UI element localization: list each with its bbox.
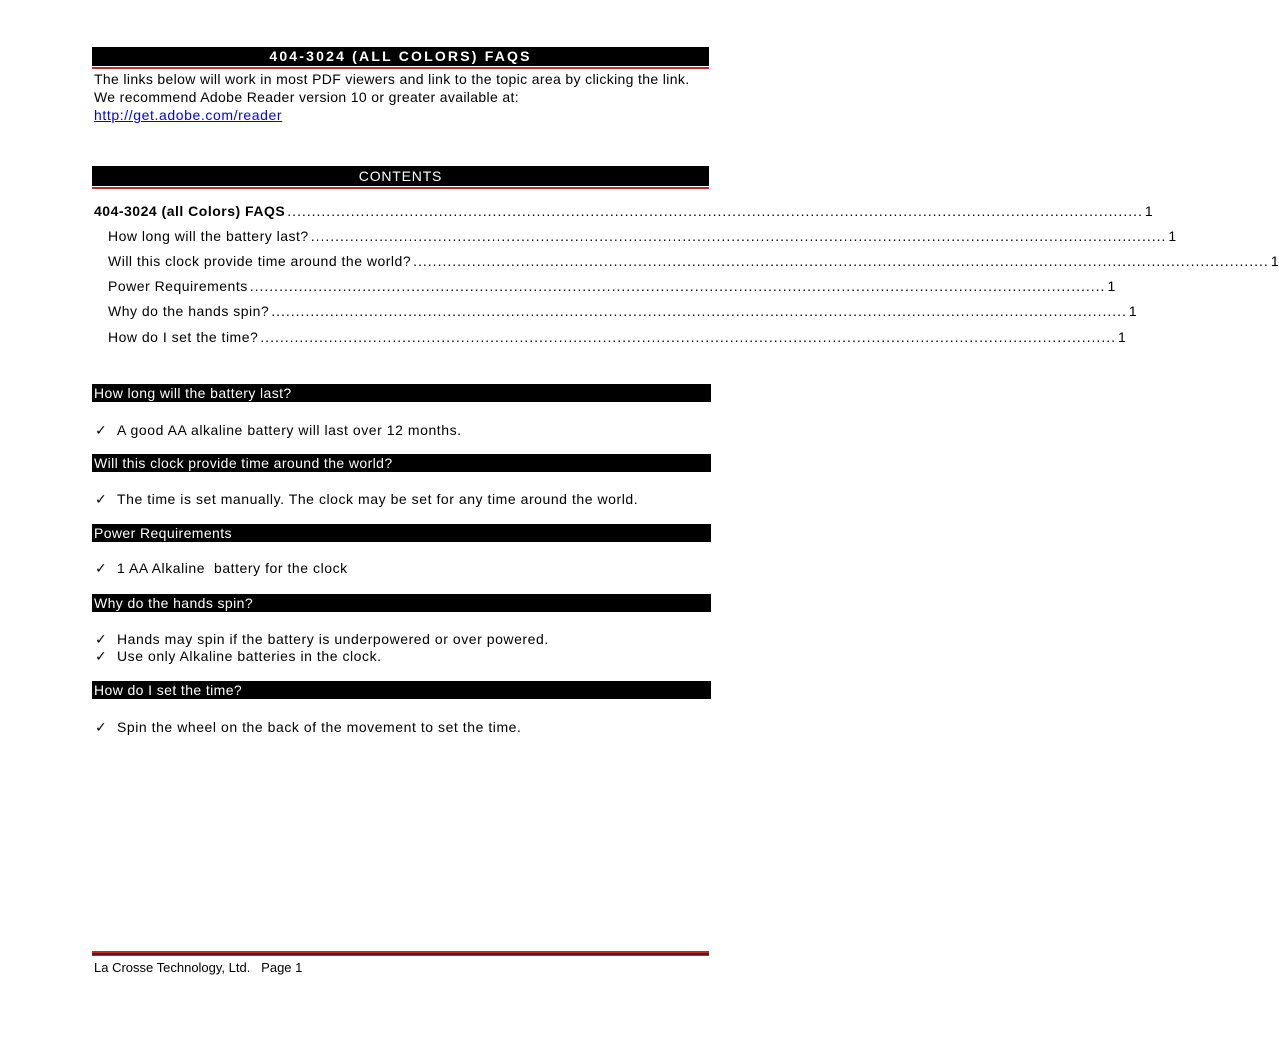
checkmark-icon: ✓ — [95, 631, 108, 647]
bullet-text: The time is set manually. The clock may be set for any time around the world. — [117, 491, 639, 507]
section-heading-text: Will this clock provide time around the world? — [94, 455, 393, 471]
toc-item-battery[interactable] — [108, 228, 1177, 248]
bullet-text: Spin the wheel on the back of the movement to set the time. — [117, 719, 522, 735]
toc-item-hands-spin[interactable] — [108, 303, 1138, 323]
toc-item-world-time[interactable] — [108, 253, 1279, 273]
adobe-reader-link[interactable]: http://get.adobe.com/reader — [94, 107, 283, 123]
contents-divider — [92, 187, 709, 189]
bullet-text: Hands may spin if the battery is underpowered or over powered. — [117, 631, 549, 647]
list-item — [95, 421, 707, 439]
toc-leader: ............................................................................................................................................................................... — [310, 228, 1167, 244]
document-title: 404-3024 (ALL COLORS) FAQS — [269, 48, 532, 64]
checkmark-icon: ✓ — [95, 719, 108, 735]
list-item — [95, 647, 707, 665]
checkmark-icon: ✓ — [95, 560, 108, 576]
toc-label: How long will the battery last? — [108, 228, 309, 244]
list-item — [95, 559, 707, 577]
section-heading-text: How long will the battery last? — [94, 385, 292, 401]
section-heading-set-time — [92, 681, 711, 699]
checkmark-icon: ✓ — [95, 422, 108, 438]
bullet-text: 1 AA Alkaline battery for the clock — [117, 560, 348, 576]
bullet-text: Use only Alkaline batteries in the clock. — [117, 648, 382, 664]
section-heading-text: How do I set the time? — [94, 682, 243, 698]
section-heading-world-time — [92, 454, 711, 472]
toc-page: 1 — [1128, 303, 1138, 319]
toc-item-faqs[interactable] — [94, 203, 1154, 223]
title-divider — [92, 67, 709, 69]
toc-page: 1 — [1107, 278, 1116, 294]
footer-text — [94, 960, 302, 975]
toc-page: 1 — [1168, 228, 1177, 244]
toc-leader: ............................................................................................................................................................................... — [260, 329, 1116, 345]
toc-label: How do I set the time? — [108, 329, 259, 345]
toc-item-power[interactable] — [108, 278, 1116, 298]
contents-title: CONTENTS — [358, 168, 443, 184]
bullet-text: A good AA alkaline battery will last over 12 months. — [117, 422, 462, 438]
toc-leader: ............................................................................................................................................................................... — [249, 278, 1106, 294]
toc-label: Why do the hands spin? — [108, 303, 270, 319]
document-title-bar — [92, 47, 709, 66]
list-item — [95, 718, 707, 736]
toc-item-set-time[interactable] — [108, 329, 1127, 349]
toc-page: 1 — [1118, 329, 1127, 345]
section-heading-text: Why do the hands spin? — [94, 595, 254, 611]
intro-paragraph — [94, 70, 709, 124]
toc-label: 404-3024 (all Colors) FAQS — [94, 203, 286, 219]
toc-page: 1 — [1270, 253, 1279, 269]
toc-leader: ............................................................................................................................................................................... — [413, 253, 1269, 269]
section-heading-battery — [92, 384, 711, 402]
list-item — [95, 630, 707, 648]
intro-text: The links below will work in most PDF viewers and link to the topic area by clicking the link. We recommend Adobe Reader version 10 or greater available at: — [94, 71, 690, 105]
checkmark-icon: ✓ — [95, 491, 108, 507]
section-heading-power — [92, 524, 711, 542]
toc-label: Power Requirements — [108, 278, 248, 294]
contents-title-bar — [92, 166, 709, 186]
footer-divider-red-bottom — [92, 955, 709, 956]
section-heading-hands-spin — [92, 594, 711, 612]
toc-label: Will this clock provide time around the world? — [108, 253, 412, 269]
toc-leader: ............................................................................................................................................................................... — [287, 203, 1143, 219]
checkmark-icon: ✓ — [95, 648, 108, 664]
section-heading-text: Power Requirements — [94, 525, 232, 541]
list-item — [95, 490, 707, 508]
toc-page: 1 — [1144, 203, 1154, 219]
toc-leader: ............................................................................................................................................................................... — [271, 303, 1127, 319]
footer-label: La Crosse Technology, Ltd. Page 1 — [94, 960, 303, 975]
